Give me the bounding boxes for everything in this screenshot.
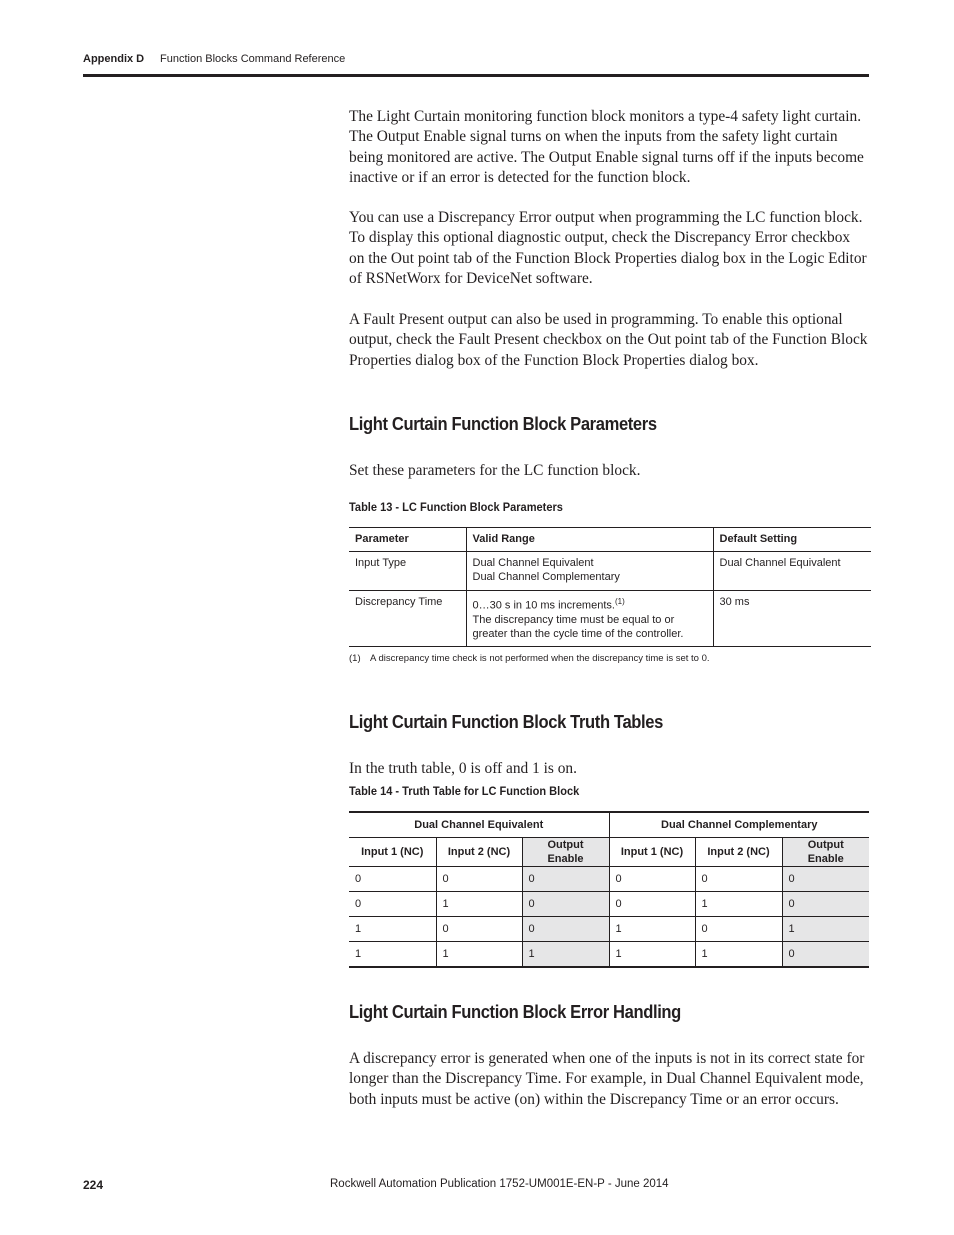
publication-info: Rockwell Automation Publication 1752-UM001E-EN-P - June 2014 bbox=[330, 1178, 669, 1190]
parameter-cell: Input Type bbox=[349, 552, 466, 591]
table-cell: 0 bbox=[695, 917, 782, 942]
table-row bbox=[349, 867, 869, 892]
table-cell: 1 bbox=[609, 942, 695, 968]
chapter-title: Function Blocks Command Reference bbox=[160, 53, 346, 65]
paragraph-intro: The Light Curtain monitoring function block monitors a type-4 safety light curtain. The Output Enable signal turns on when the inputs from the safety light curtain being monitored are active. The Output Enable signal turns off if the inputs become inactive or if an error is detected for the function block. bbox=[349, 108, 864, 186]
column-header: Input 2 (NC) bbox=[436, 838, 522, 867]
paragraph-parameters-intro: Set these parameters for the LC function block. bbox=[349, 462, 641, 479]
table-cell: 0 bbox=[436, 867, 522, 892]
range-text bbox=[473, 595, 707, 613]
appendix-label: Appendix D bbox=[83, 53, 145, 65]
footnote-ref: (1) bbox=[614, 597, 625, 606]
paragraph-discrepancy-output: You can use a Discrepancy Error output when programming the LC function block. To display this optional diagnostic output, check the Discrepancy Error checkbox on the Out point tab of the Function Block Properties dialog box in the Logic Editor of RSNetWorx for DeviceNet software. bbox=[349, 209, 867, 287]
paragraph-truth-intro: In the truth table, 0 is off and 1 is on. bbox=[349, 760, 577, 777]
heading-parameters: Light Curtain Function Block Parameters bbox=[349, 414, 657, 434]
table-cell: 1 bbox=[522, 942, 609, 968]
page-header bbox=[83, 53, 346, 65]
table-row bbox=[349, 892, 869, 917]
table-row bbox=[349, 552, 871, 591]
default-cell: 30 ms bbox=[713, 591, 871, 647]
table-cell: 1 bbox=[695, 892, 782, 917]
table-cell: 0 bbox=[522, 892, 609, 917]
paragraph-error-handling: A discrepancy error is generated when one of the inputs is not in its correct state for longer than the Discrepancy Time. For example, in Dual Channel Equivalent mode, both inputs must be active (on) within the Discrepancy Time or an error occurs. bbox=[349, 1050, 865, 1108]
heading-error-handling: Light Curtain Function Block Error Handling bbox=[349, 1002, 681, 1022]
table-cell: 0 bbox=[782, 892, 869, 917]
group-header-complementary: Dual Channel Complementary bbox=[609, 812, 869, 838]
column-header: Input 2 (NC) bbox=[695, 838, 782, 867]
table-cell: 0 bbox=[695, 867, 782, 892]
table-13-caption: Table 13 - LC Function Block Parameters bbox=[349, 500, 563, 514]
column-header-row bbox=[349, 838, 869, 867]
column-header: Input 1 (NC) bbox=[609, 838, 695, 867]
table-cell: 0 bbox=[782, 942, 869, 968]
column-header: Default Setting bbox=[713, 528, 871, 552]
valid-range-cell bbox=[466, 552, 713, 591]
heading-truth-tables: Light Curtain Function Block Truth Tables bbox=[349, 712, 663, 732]
table-14-caption: Table 14 - Truth Table for LC Function Block bbox=[349, 784, 580, 798]
table-cell: 1 bbox=[782, 917, 869, 942]
parameters-table bbox=[349, 527, 871, 647]
truth-table bbox=[349, 811, 869, 968]
table-cell: 0 bbox=[436, 917, 522, 942]
table-cell: 1 bbox=[609, 917, 695, 942]
table-row bbox=[349, 917, 869, 942]
table-cell: 1 bbox=[436, 942, 522, 968]
table-cell: 1 bbox=[349, 942, 436, 968]
table-cell: 0 bbox=[522, 917, 609, 942]
range-text: Dual Channel Equivalent bbox=[472, 557, 594, 569]
table-cell: 0 bbox=[349, 867, 436, 892]
range-note: The discrepancy time must be equal to or greater than the cycle time of the controller. bbox=[472, 613, 684, 640]
footnote-text: A discrepancy time check is not performed when the discrepancy time is set to 0. bbox=[370, 653, 710, 664]
table-header-row bbox=[349, 528, 871, 552]
column-header: Parameter bbox=[349, 528, 466, 552]
table-row bbox=[349, 591, 871, 647]
group-header-row bbox=[349, 812, 869, 838]
valid-range-cell bbox=[466, 591, 713, 647]
table-cell: 0 bbox=[609, 892, 695, 917]
table-cell: 0 bbox=[522, 867, 609, 892]
table-cell: 0 bbox=[349, 892, 436, 917]
table-cell: 1 bbox=[695, 942, 782, 968]
header-rule bbox=[83, 74, 869, 77]
table-row bbox=[349, 942, 869, 968]
default-cell: Dual Channel Equivalent bbox=[713, 552, 871, 591]
table-cell: 0 bbox=[782, 867, 869, 892]
range-text-main: 0…30 s in 10 ms increments. bbox=[472, 599, 615, 612]
column-header: Output Enable bbox=[782, 838, 869, 867]
column-header: Valid Range bbox=[466, 528, 713, 552]
column-header: Input 1 (NC) bbox=[349, 838, 436, 867]
footnote-number: (1) bbox=[349, 653, 361, 664]
column-header: Output Enable bbox=[522, 838, 609, 867]
table-cell: 1 bbox=[436, 892, 522, 917]
table-cell: 1 bbox=[349, 917, 436, 942]
table-cell: 0 bbox=[609, 867, 695, 892]
range-text: Dual Channel Complementary bbox=[472, 571, 620, 583]
page-number: 224 bbox=[83, 1178, 104, 1192]
parameter-cell: Discrepancy Time bbox=[349, 591, 466, 647]
table-footnote bbox=[349, 653, 710, 664]
paragraph-fault-present: A Fault Present output can also be used in programming. To enable this optional output, check the Fault Present checkbox on the Out point tab of the Function Block Properties dialog box of the Function Block Properties dialog box. bbox=[349, 311, 868, 369]
group-header-equivalent: Dual Channel Equivalent bbox=[349, 812, 609, 838]
